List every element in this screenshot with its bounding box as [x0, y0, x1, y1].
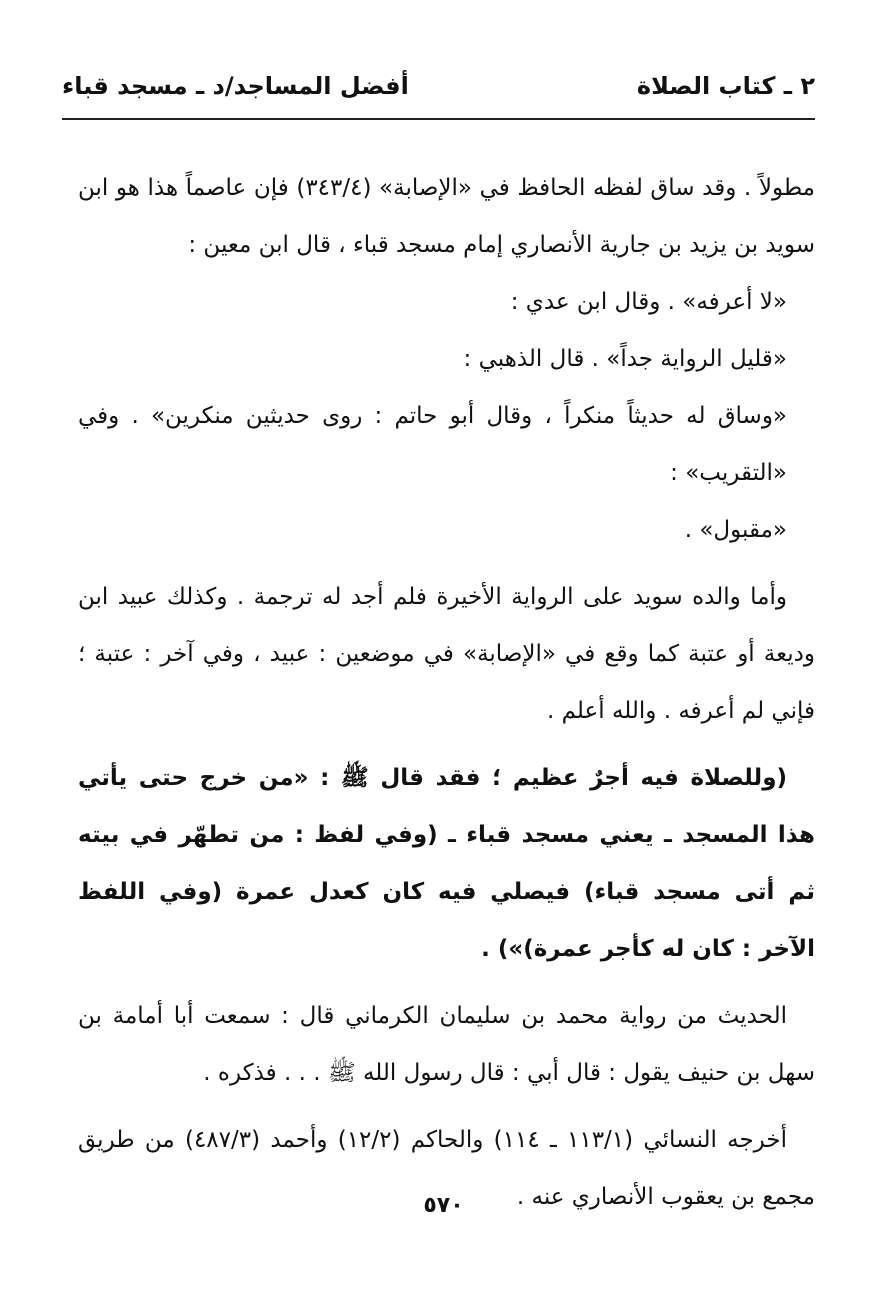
paragraph-main-text: (وللصلاة فيه أجرٌ عظيم ؛ فقد قال ﷺ : «من خرج حتى يأتي هذا المسجد ـ يعني مسجد قباء ـ (وفي لفظ : من تطهّر في بيته ثم أتى مسجد قباء) فيصلي فيه كان كعدل عمرة (وفي اللفظ الآخر : كان له كأجر عمرة)») . — [78, 765, 815, 962]
quote-ibn-adi: «قليل الرواية جداً» . قال الذهبي : — [463, 346, 787, 372]
paragraph-hadith-chain: الحديث من رواية محمد بن سليمان الكرماني قال : سمعت أبا أمامة بن سهل بن حنيف يقول : قال أبي : قال رسول الله ﷺ . . . فذكره . — [78, 1003, 815, 1086]
chapter-title: ٢ ـ كتاب الصلاة — [636, 72, 815, 100]
page-number: ٥٧٠ — [423, 1193, 464, 1218]
quote-ibn-main: «لا أعرفه» . وقال ابن عدي : — [510, 289, 787, 315]
paragraph-takhrij: أخرجه النسائي (١١٣/١ ـ ١١٤) والحاكم (١٢/٢) وأحمد (٤٨٧/٣) من طريق مجمع بن يعقوب الأنصاري عنه . — [78, 1127, 815, 1210]
quote-dhahabi: «وساق له حديثاً منكراً ، وقال أبو حاتم : روى حديثين منكرين» . وفي «التقريب» : — [78, 403, 787, 486]
paragraph-narrator-note: مطولاً . وقد ساق لفظه الحافظ في «الإصابة» (٣٤٣/٤) فإن عاصماً هذا هو ابن سويد بن يزيد بن جارية الأنصاري إمام مسجد قباء ، قال ابن معين : — [78, 175, 816, 258]
page-body — [78, 160, 815, 1226]
header-rule — [62, 118, 815, 120]
section-title: أفضل المساجد/د ـ مسجد قباء — [62, 72, 409, 100]
running-header — [62, 72, 815, 112]
paragraph-father: وأما والده سويد على الرواية الأخيرة فلم أجد له ترجمة . وكذلك عبيد ابن وديعة أو عتبة كما وقع في «الإصابة» في موضعين : عبيد ، وفي آخر : عتبة ؛ فإني لم أعرفه . والله أعلم . — [78, 584, 815, 724]
quote-taqrib: «مقبول» . — [684, 517, 787, 543]
